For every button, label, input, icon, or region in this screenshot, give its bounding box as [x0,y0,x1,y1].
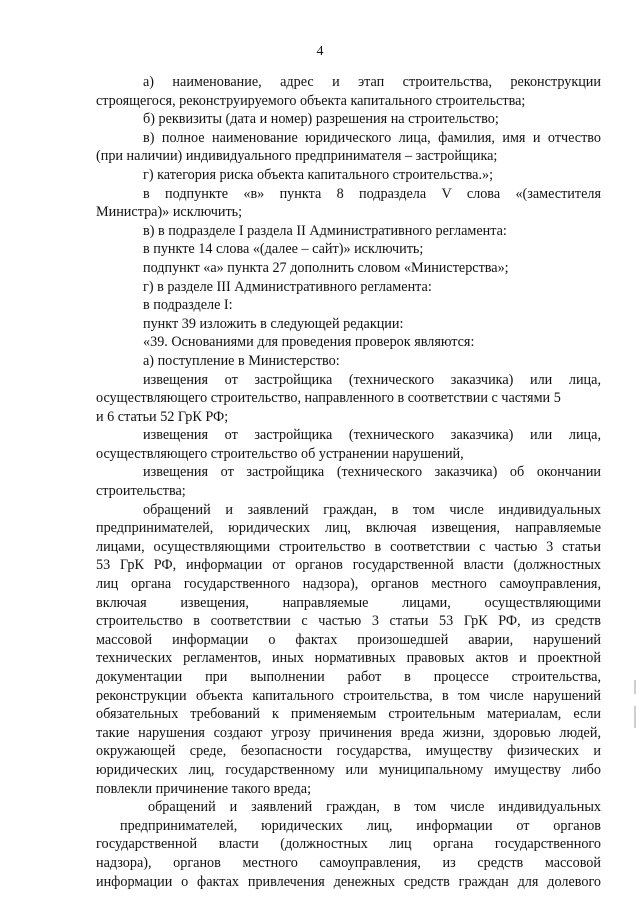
text-line: государственной власти (должностных лиц органа государственного [96,836,601,853]
text-line: подпункт «а» пункта 27 дополнить словом «Министерства»; [143,259,509,276]
text-line: строительство в соответствии с частью 3 статьи 53 ГрК РФ, из средств [96,613,601,630]
text-line: осуществляющего строительство, направленного в соответствии с частями 5 [96,390,561,407]
text-line: информации о фактах привлечения денежных средств граждан для долевого [96,873,601,890]
scan-mark [634,680,636,694]
text-line: окружающей среде, безопасности государства, имуществу физических и [96,743,601,760]
text-line: включая извещения, направляемые лицами, осуществляющими [96,594,601,611]
text-line: обращений и заявлений граждан, в том числе индивидуальных [148,799,601,816]
text-line: извещения от застройщика (технического заказчика) или лица, [143,371,601,388]
text-line: 53 ГрК РФ, информации от органов государственной власти (должностных [96,557,601,574]
text-line: лиц органа государственного надзора), органов местного самоуправления, [96,576,601,593]
text-line: обращений и заявлений граждан, в том числе индивидуальных [143,501,601,518]
text-line: а) поступление в Министерство: [143,352,340,369]
text-line: документации при выполнении работ в процессе строительства, [96,669,601,685]
text-line: в пункте 14 слова «(далее – сайт)» исключить; [143,241,424,258]
text-line: пункт 39 изложить в следующей редакции: [143,315,404,332]
text-line: в) в подразделе I раздела II Административного регламента: [143,222,507,239]
document-body [96,73,601,891]
text-line: и 6 статьи 52 ГрК РФ; [96,408,229,425]
page-number: 4 [316,44,324,59]
text-line: надзора), органов местного самоуправления, из средств массовой [96,854,601,871]
text-line: осуществляющего строительство об устранении нарушений, [96,445,464,462]
text-line: в подпункте «в» пункта 8 подраздела V слова «(заместителя [143,185,601,202]
text-line: лицами, осуществляющими строительство в соответствии с частью 3 статьи [96,538,601,555]
text-line: предпринимателей, юридических лиц, включая извещения, направляемые [96,520,601,537]
text-line: предпринимателей, юридических лиц, информации от органов [120,817,601,834]
text-line: Министра)» исключить; [96,204,243,221]
text-line: в подразделе I: [143,297,233,314]
text-line: обязательных требований к применяемым строительным материалам, если [96,706,601,723]
text-line: технических регламентов, иных нормативных правовых актов и проектной [96,650,601,667]
text-line: (при наличии) индивидуального предпринимателя – застройщика; [96,148,498,165]
text-line: массовой информации о фактах произошедшей аварии, нарушений [96,631,601,648]
text-line: строительства; [96,483,186,500]
text-line: а) наименование, адрес и этап строительства, реконструкции [143,74,601,90]
text-line: строящегося, реконструируемого объекта капитального строительства; [96,92,526,109]
text-line: извещения от застройщика (технического заказчика) или лица, [143,427,601,444]
text-line: «39. Основаниями для проведения проверок являются: [143,334,475,351]
text-line: извещения от застройщика (технического заказчика) об окончании [143,464,601,481]
text-line: г) в разделе III Административного регламента: [143,278,432,295]
text-line: б) реквизиты (дата и номер) разрешения на строительство; [143,111,499,128]
text-line: г) категория риска объекта капитального строительства.»; [143,166,494,183]
scan-mark [634,706,636,728]
text-line: юридических лиц, государственному или муниципальному имуществу либо [96,761,601,778]
text-line: в) полное наименование юридического лица, фамилия, имя и отчество [143,129,601,146]
text-line: такие нарушения создают угрозу причинения вреда жизни, здоровью людей, [96,724,601,741]
text-line: повлекли причинение такого вреда; [96,780,312,797]
text-line: реконструкции объекта капитального строительства, в том числе нарушений [96,687,601,704]
